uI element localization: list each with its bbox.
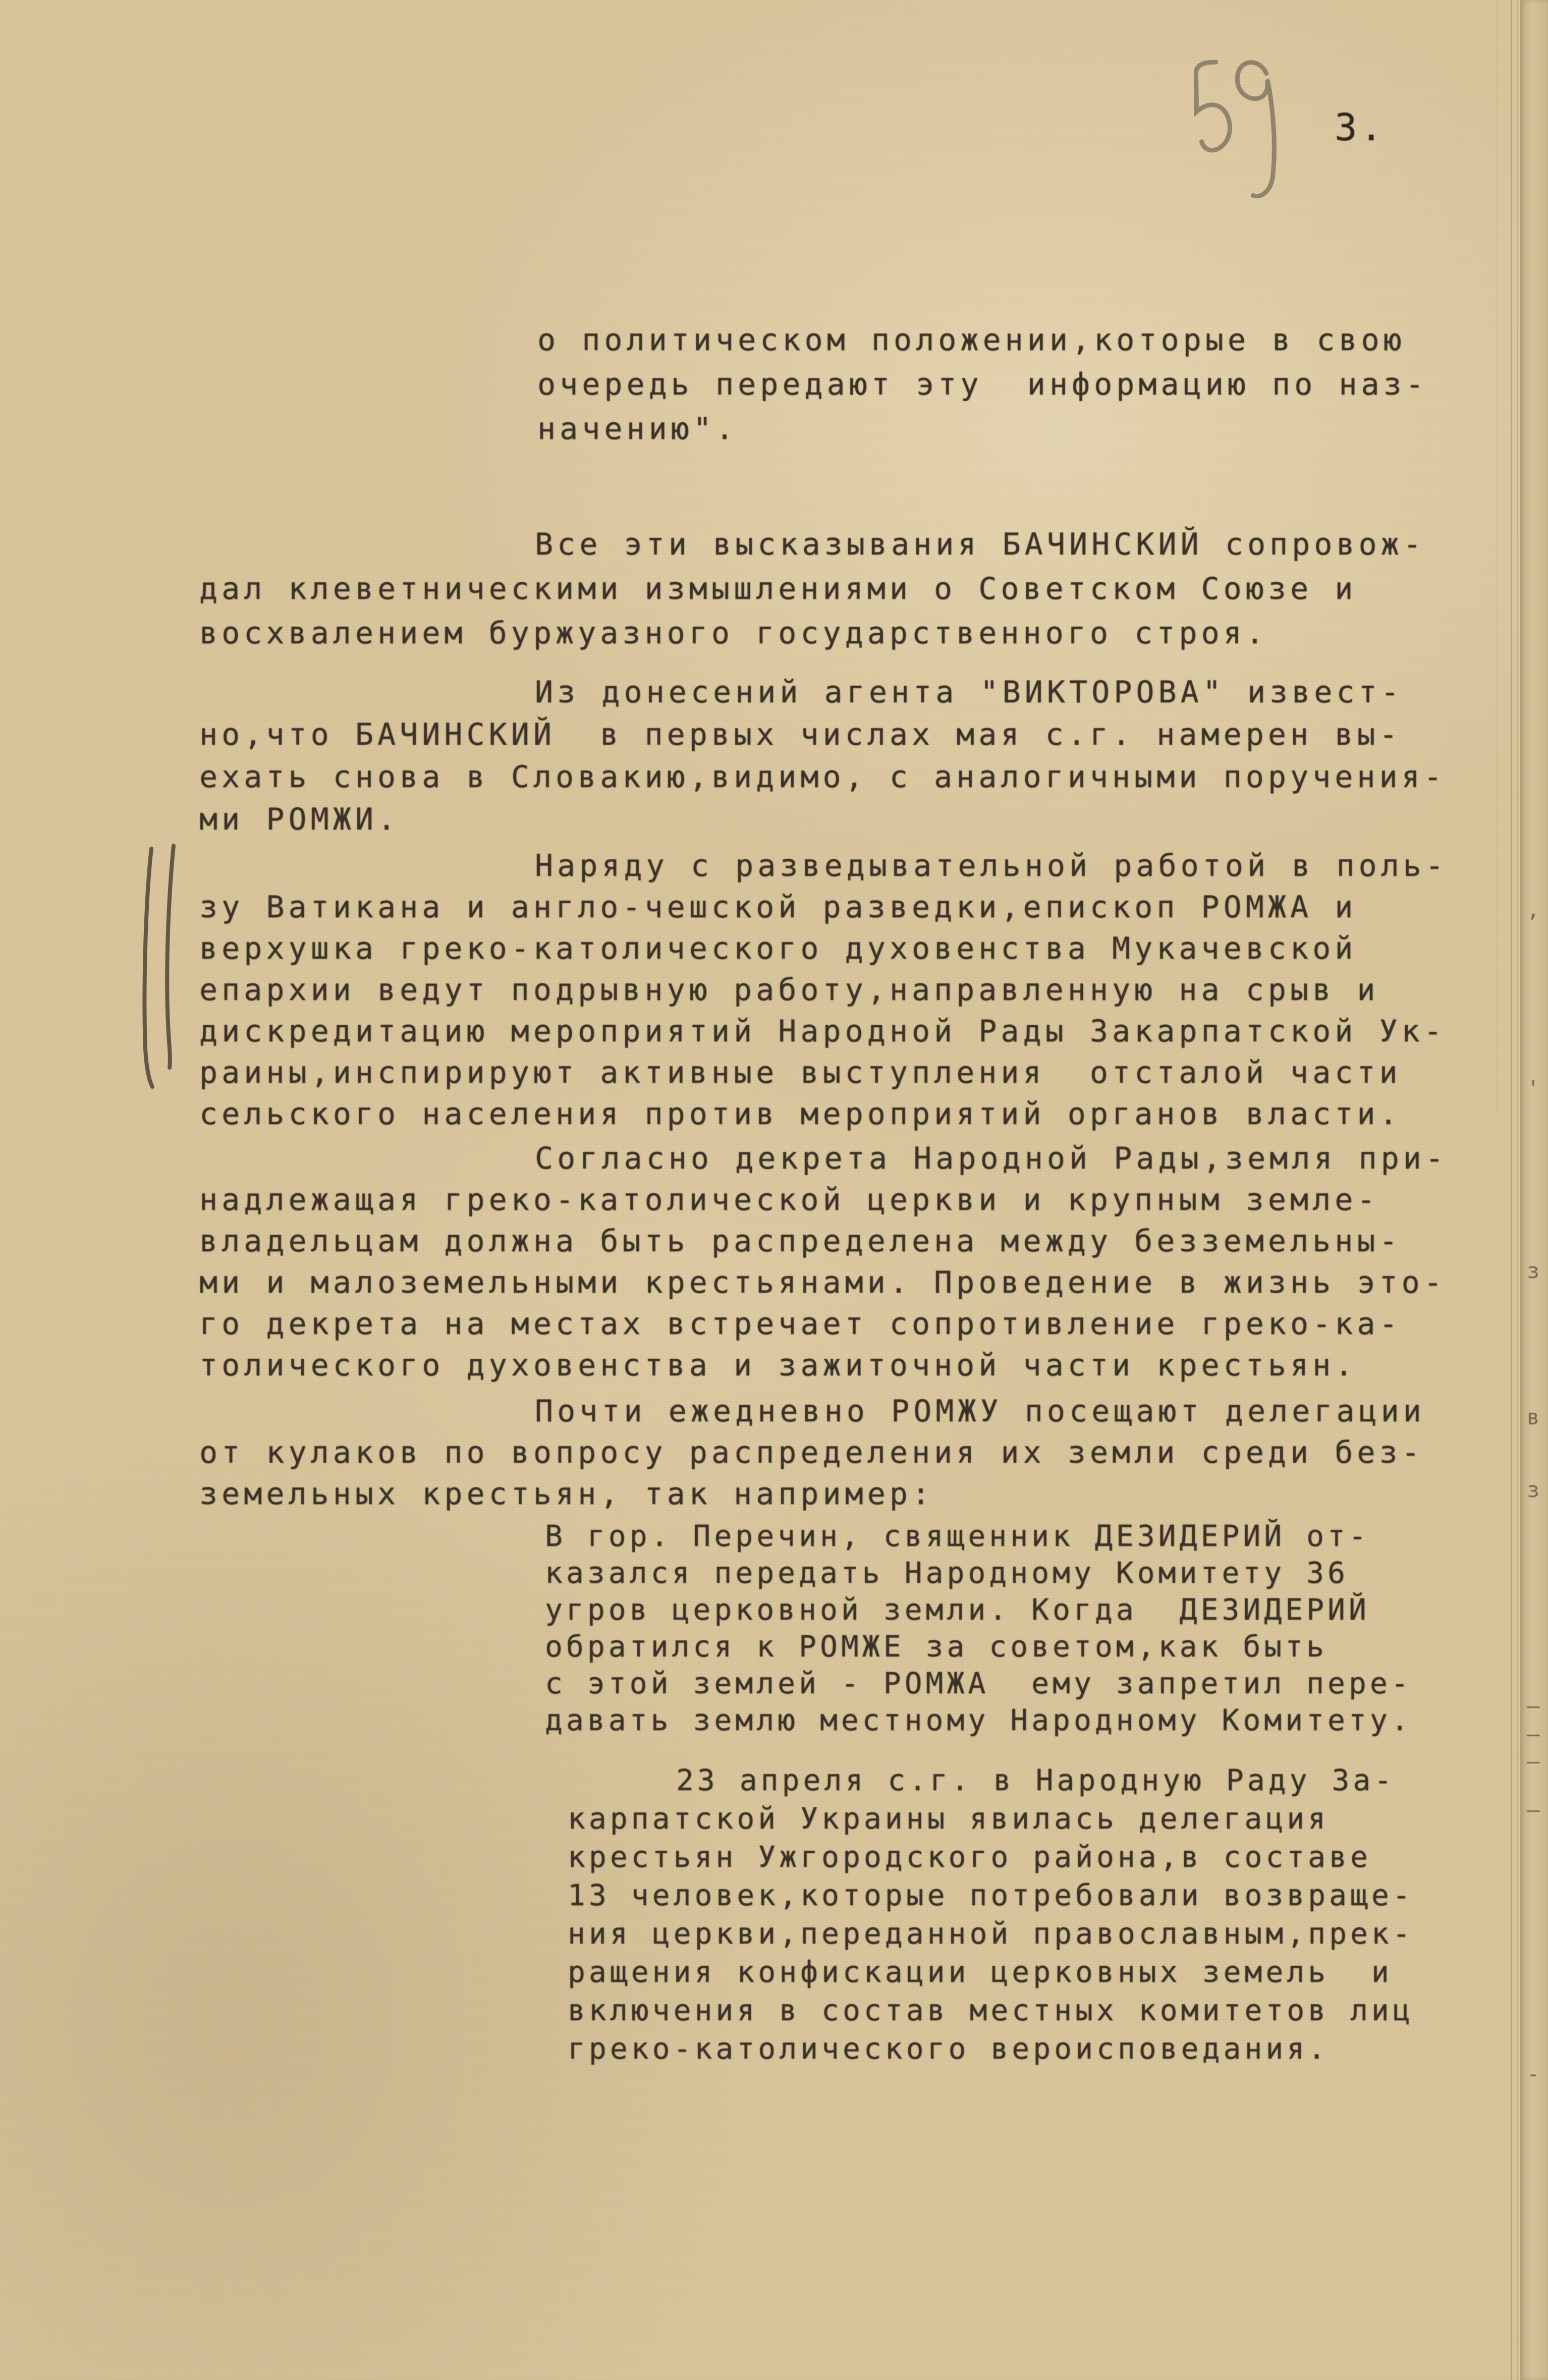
edge-fragment: з [1527, 1477, 1540, 1502]
text-line: карпатской Украины явилась делегация [568, 1801, 1330, 1836]
text-line: Наряду с разведывательной работой в поль- [535, 848, 1448, 883]
edge-fragment: – [1527, 1749, 1540, 1774]
edge-fragment: – [1527, 1797, 1540, 1822]
text-line: дал клеветническими измышлениями о Советском Союзе и [199, 571, 1357, 606]
paragraph-viktorov-agent-reports [199, 671, 1446, 841]
text-line: 23 апреля с.г. в Народную Раду За- [676, 1763, 1396, 1797]
text-line: зу Ватикана и англо-чешской разведки,епископ РОМЖА и [199, 890, 1357, 925]
text-line: Из донесений агента "ВИКТОРОВА" извест- [535, 675, 1403, 710]
edge-fragment: , [1527, 897, 1540, 922]
paragraph-bachinsky-slander [199, 522, 1425, 655]
text-line: ния церкви,переданной православным,прек- [568, 1916, 1414, 1951]
edge-fragment: в [1527, 1405, 1540, 1429]
paragraph-land-decree [199, 1138, 1448, 1386]
text-line: дискредитацию мероприятий Народной Рады Закарпатской Ук- [199, 1014, 1446, 1049]
text-line: от кулаков по вопросу распределения их земли среди без- [199, 1435, 1424, 1470]
paragraph-quote-continuation [537, 318, 1428, 451]
text-line: ращения конфискации церковных земель и [568, 1955, 1393, 1989]
page-fold-line [1511, 0, 1512, 2380]
text-line: владельцам должна быть распределена между безземельны- [199, 1224, 1402, 1259]
text-line: восхвалением буржуазного государственного строя. [199, 616, 1268, 651]
paragraph-vatican-intelligence-work [199, 845, 1448, 1135]
edge-fragment: - [1527, 2062, 1540, 2086]
text-line: верхушка греко-католического духовенства Мукачевской [199, 931, 1357, 966]
text-line: В гор. Перечин, священник ДЕЗИДЕРИЙ от- [545, 1519, 1370, 1553]
text-line: включения в состав местных комитетов лиц [568, 1993, 1414, 2027]
edge-fragment: ' [1527, 1076, 1540, 1100]
text-line: Почти ежедневно РОМЖУ посещают делегации [535, 1394, 1425, 1429]
text-line: но,что БАЧИНСКИЙ в первых числах мая с.г. намерен вы- [199, 717, 1402, 752]
text-line: Все эти высказывания БАЧИНСКИЙ сопровож- [535, 527, 1425, 562]
edge-fragment: – [1527, 1722, 1540, 1746]
text-line: очередь передают эту информацию по наз- [537, 367, 1428, 402]
edge-fragment: з [1527, 1258, 1540, 1283]
page-edge-artifacts [1524, 0, 1548, 2380]
text-line: обратился к РОМЖЕ за советом,как быть [545, 1629, 1328, 1664]
text-line: ми и малоземельными крестьянами. Проведение в жизнь это- [199, 1265, 1446, 1300]
text-line: давать землю местному Народному Комитету. [545, 1703, 1412, 1737]
text-line: о политическом положении,которые в свою [537, 322, 1406, 358]
margin-emphasis-mark [132, 842, 188, 1094]
text-line: го декрета на местах встречает сопротивление греко-ка- [199, 1306, 1402, 1342]
text-line: казался передать Народному Комитету 36 [545, 1556, 1349, 1590]
text-line: крестьян Ужгородского района,в составе [568, 1840, 1371, 1874]
paragraph-perechin-example [545, 1518, 1412, 1739]
text-line: раины,инспирируют активные выступления отсталой части [199, 1055, 1402, 1090]
page-fold-line-secondary [1517, 0, 1518, 2380]
text-line: ми РОМЖИ. [199, 802, 400, 837]
text-line: Согласно декрета Народной Рады,земля при- [535, 1141, 1448, 1176]
handwritten-page-number [1174, 42, 1298, 226]
paragraph-april-23-delegation [568, 1761, 1414, 2068]
text-line: 13 человек,которые потребовали возвраще- [568, 1878, 1414, 1912]
paragraph-kulak-delegations [199, 1391, 1425, 1515]
text-line: начению". [537, 411, 738, 447]
text-line: толического духовенства и зажиточной части крестьян. [199, 1348, 1357, 1383]
text-line: земельных крестьян, так например: [199, 1476, 934, 1512]
text-line: надлежащая греко-католической церкви и крупным земле- [199, 1182, 1379, 1217]
page-number: 3. [1335, 106, 1386, 149]
text-line: сельского населения против мероприятий органов власти. [199, 1096, 1402, 1132]
text-line: ехать снова в Словакию,видимо, с аналогичными поручения- [199, 759, 1446, 795]
paper-crease [1497, 0, 1498, 1110]
text-line: угров церковной земли. Когда ДЕЗИДЕРИЙ [545, 1592, 1370, 1627]
text-line: греко-католического вероисповедания. [568, 2031, 1330, 2066]
text-line: епархии ведут подрывную работу,направленную на срыв и [199, 972, 1379, 1008]
edge-fragment: – [1527, 1693, 1540, 1718]
text-line: с этой землей - РОМЖА ему запретил пере- [545, 1666, 1412, 1700]
